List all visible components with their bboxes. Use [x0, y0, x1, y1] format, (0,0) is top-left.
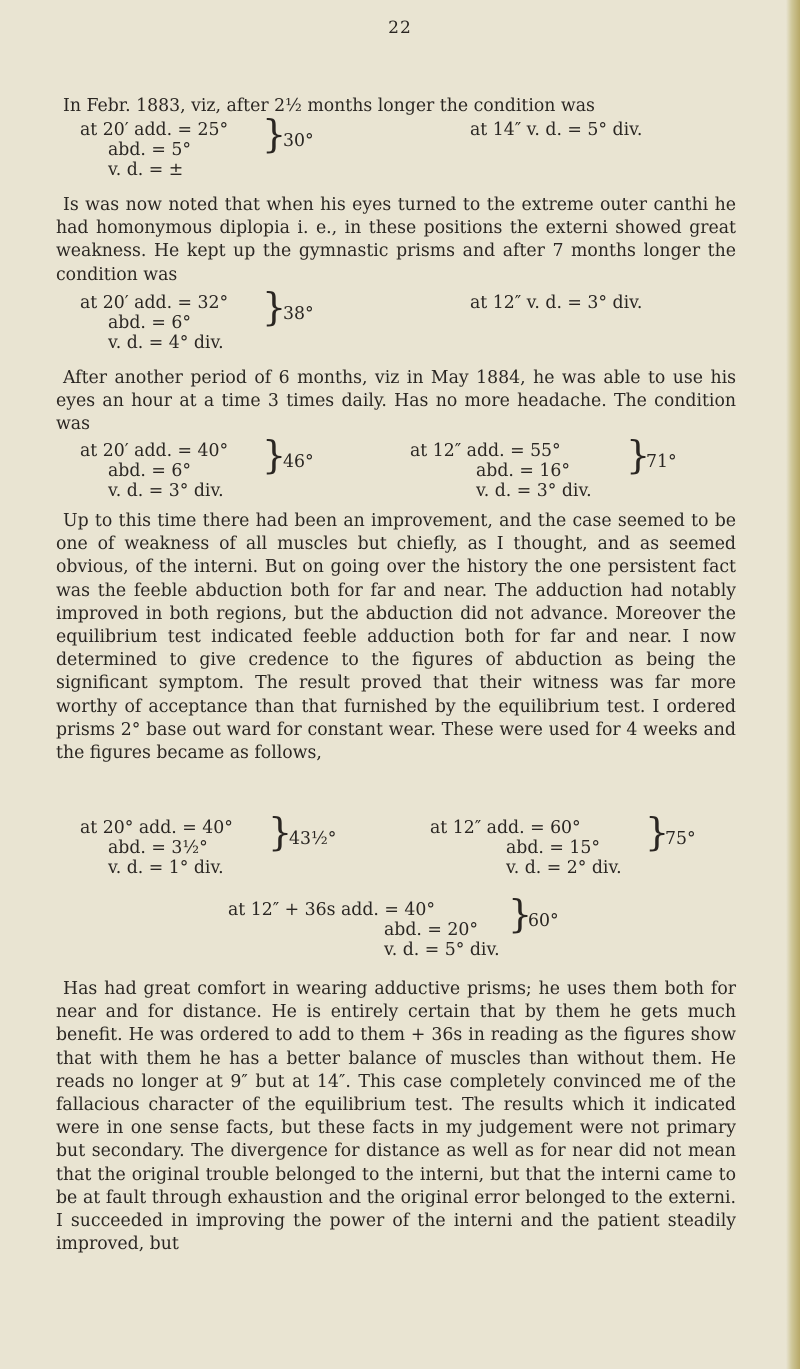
paragraph-1: In Febr. 1883, viz, after 2½ months longer the condition was	[63, 96, 595, 116]
page-edge	[786, 0, 800, 1369]
formula-5-add: at 12″ + 36s add. = 40°	[228, 900, 436, 920]
formula-2-add: at 20′ add. = 32°	[80, 293, 229, 313]
brace-4-left: }	[268, 810, 293, 854]
brace-4-right: }	[645, 810, 670, 854]
formula-3-right-vd: v. d. = 3° div.	[476, 481, 592, 501]
formula-3-left-vd: v. d. = 3° div.	[108, 481, 224, 501]
paragraph-5: Has had great comfort in wearing adductive prisms; he uses them both for near and for distance. He is entirely certain that by them he gets much benefit. He was ordered to add to them + 36s in reading as the figures show that with them he has a better balance of muscles than without them. He reads no longer at 9″ but at 14″. This case completely convinced me of the fallacious character of the equilibrium test. The results which it indicated were in one sense facts, but these facts in my judgement were not primary but secondary. The divergence for distance as well as for near did not mean that the original trouble belonged to the interni, but that the interni came to be at fault through exhaustion and the original error belonged to the externi. I succeeded in improving the power of the interni and the patient steadily improved, but	[56, 979, 736, 1255]
formula-4-left-sum: 43½°	[289, 829, 337, 849]
formula-4-right-abd: abd. = 15°	[506, 838, 601, 858]
formula-2-abd: abd. = 6°	[108, 313, 192, 333]
formula-2-right: at 12″ v. d. = 3° div.	[470, 293, 643, 313]
brace-3-right: }	[626, 433, 651, 477]
formula-4-left-abd: abd. = 3½°	[108, 838, 208, 858]
formula-3-left-sum: 46°	[283, 452, 314, 472]
paragraph-2: Is was now noted that when his eyes turned to the extreme outer canthi he had homonymous diplopia i. e., in these positions the externi showed great weakness. He kept up the gymnastic prisms and after 7 months longer the condition was	[56, 195, 736, 285]
brace-2: }	[262, 285, 287, 329]
formula-3-left-abd: abd. = 6°	[108, 461, 192, 481]
paragraph-3: After another period of 6 months, viz in May 1884, he was able to use his eyes an hour at a time 3 times daily. Has no more headache. The condition was	[56, 368, 736, 435]
formula-1-right: at 14″ v. d. = 5° div.	[470, 120, 643, 140]
page-number: 22	[388, 18, 412, 38]
formula-3-right-add: at 12″ add. = 55°	[410, 441, 561, 461]
brace-3-left: }	[262, 433, 287, 477]
formula-1-abd: abd. = 5°	[108, 140, 192, 160]
formula-5-vd: v. d. = 5° div.	[384, 940, 500, 960]
formula-5-abd: abd. = 20°	[384, 920, 479, 940]
formula-4-right-add: at 12″ add. = 60°	[430, 818, 581, 838]
formula-4-left-add: at 20° add. = 40°	[80, 818, 233, 838]
formula-1-add: at 20′ add. = 25°	[80, 120, 229, 140]
formula-2-vd: v. d. = 4° div.	[108, 333, 224, 353]
brace-5: }	[508, 892, 533, 936]
formula-4-left-vd: v. d. = 1° div.	[108, 858, 224, 878]
formula-2-sum: 38°	[283, 304, 314, 324]
formula-1-sum: 30°	[283, 131, 314, 151]
formula-3-right-abd: abd. = 16°	[476, 461, 571, 481]
brace-1: }	[262, 112, 287, 156]
formula-1-vd: v. d. = ±	[108, 160, 184, 180]
formula-3-right-sum: 71°	[646, 452, 677, 472]
formula-4-right-vd: v. d. = 2° div.	[506, 858, 622, 878]
paragraph-4: Up to this time there had been an improvement, and the case seemed to be one of weakness of all muscles but chiefly, as I thought, and as seemed obvious, of the interni. But on going over the history the one persistent fact was the feeble abduction both for far and near. The adduction had notably improved in both regions, but the abduction did not advance. Moreover the equilibrium test indicated feeble adduction both for far and near. I now determined to give credence to the figures of abduction as being the significant symptom. The result proved that their witness was far more worthy of acceptance than that furnished by the equilibrium test. I ordered prisms 2° base out ward for constant wear. These were used for 4 weeks and the figures became as follows,	[56, 511, 736, 764]
formula-4-right-sum: 75°	[665, 829, 696, 849]
formula-3-left-add: at 20′ add. = 40°	[80, 441, 229, 461]
formula-5-sum: 60°	[528, 911, 559, 931]
